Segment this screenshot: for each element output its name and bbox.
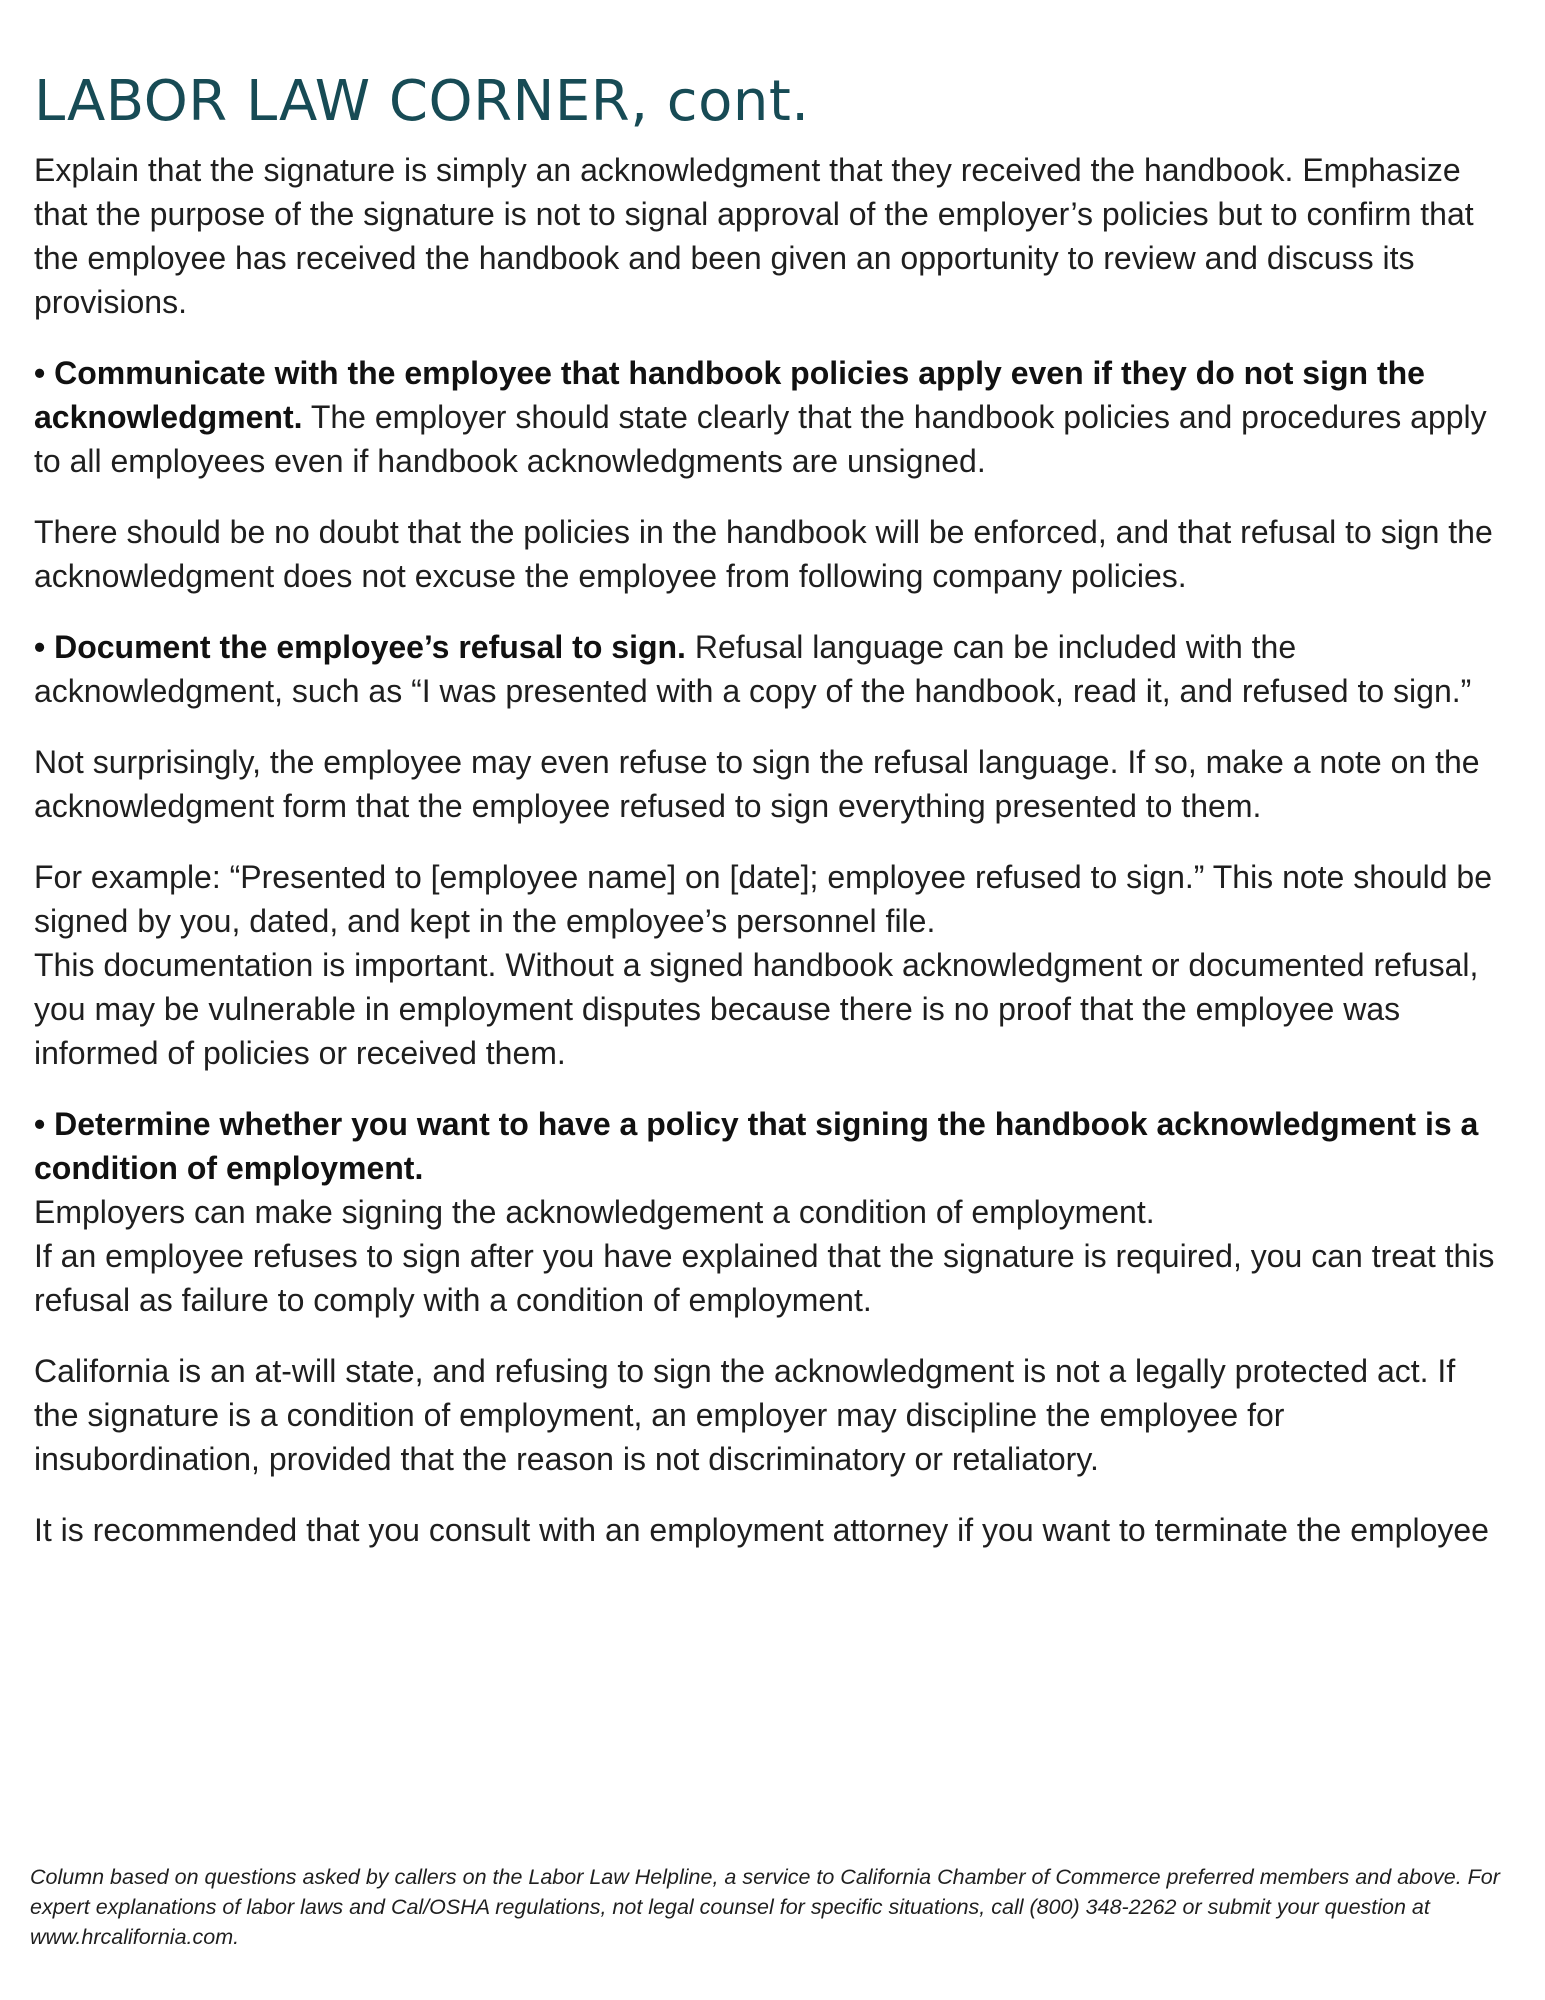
bullet-determine: [34, 1102, 1504, 1322]
recommendation-paragraph: It is recommended that you consult with an employment attorney if you want to terminate the employee: [34, 1512, 1489, 1549]
article: [34, 70, 1504, 1579]
bullet-determine-heading: • Determine whether you want to have a policy that signing the handbook acknowledgment is a condition of employment.: [34, 1106, 1479, 1187]
bullet-communicate-heading: • Communicate with the employee that handbook policies apply even if they do not sign the acknowledgment.: [34, 355, 1425, 436]
example-text: For example: “Presented to [employee name] on [date]; employee refused to sign.” This note should be signed by you, dated, and kept in the employee’s personnel file.: [34, 859, 1493, 940]
enforcement-paragraph: There should be no doubt that the policies in the handbook will be enforced, and that refusal to sign the acknowledgment does not excuse the employee from following company policies.: [34, 514, 1493, 595]
example-paragraph: [34, 855, 1504, 1075]
bullet-communicate: [34, 351, 1504, 483]
footer-note: Column based on questions asked by callers on the Labor Law Helpline, a service to California Chamber of Commerce preferred members and above. For expert explanations of labor laws and Cal/OSHA regulations, not legal counsel for specific situations, call (800) 348-2262 or submit your question at www.hrcalifornia.com.: [30, 1865, 1500, 1949]
bullet-communicate-text: The employer should state clearly that the handbook policies and procedures apply to all employees even if handbook acknowledgments are unsigned.: [34, 399, 1487, 480]
bullet-document: [34, 625, 1504, 713]
at-will-paragraph: California is an at-will state, and refusing to sign the acknowledgment is not a legally protected act. If the signature is a condition of employment, an employer may discipline the employee for insubordination, provided that the reason is not discriminatory or retaliatory.: [34, 1353, 1456, 1478]
refusal-paragraph: Not surprisingly, the employee may even refuse to sign the refusal language. If so, make a note on the acknowledgment form that the employee refused to sign everything presented to them.: [34, 744, 1480, 825]
intro-paragraph: Explain that the signature is simply an acknowledgment that they received the handbook. Emphasize that the purpose of the signature is not to signal approval of the employer’s policies but to confirm that the employee has received the handbook and been given an opportunity to review and discuss its provisions.: [34, 152, 1474, 321]
bullet-document-heading: • Document the employee’s refusal to sign.: [34, 629, 686, 666]
documentation-text: This documentation is important. Without a signed handbook acknowledgment or documented refusal, you may be vulnerable in employment disputes because there is no proof that the employee was informed of policies or received them.: [34, 947, 1479, 1072]
page-title: LABOR LAW CORNER, cont.: [34, 69, 810, 134]
bullet-document-text: Refusal language can be included with the acknowledgment, such as “I was presented with a copy of the handbook, read it, and refused to sign.”: [34, 629, 1472, 710]
bullet-determine-text-a: Employers can make signing the acknowledgement a condition of employment.: [34, 1194, 1155, 1231]
bullet-determine-text-b: If an employee refuses to sign after you have explained that the signature is required, you can treat this refusal as failure to comply with a condition of employment.: [34, 1238, 1495, 1319]
